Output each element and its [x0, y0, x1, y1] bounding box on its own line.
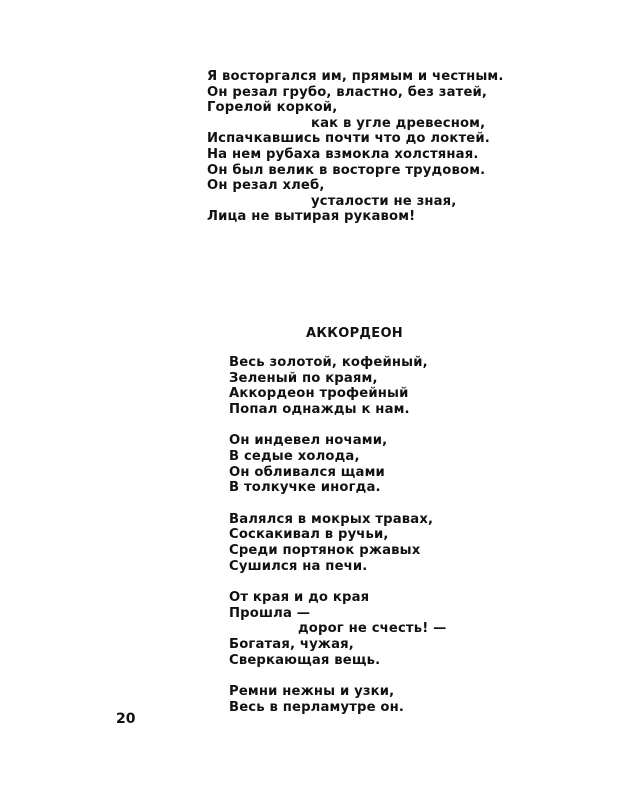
poem-line: Он был велик в восторге трудовом.: [207, 162, 486, 178]
poem-line: Зеленый по краям,: [229, 370, 378, 386]
poem-line: Весь золотой, кофейный,: [229, 355, 428, 370]
poem-line: Я восторгался им, прямым и честным.: [207, 69, 504, 84]
stanza: [229, 512, 446, 574]
poem-line-indented: дорог не счесть! —: [298, 621, 447, 637]
poem-line: Горелой коркой,: [207, 100, 338, 116]
poem-line: Сушился на печи.: [229, 558, 368, 574]
stanza: [229, 355, 446, 417]
poem-accordion: [229, 355, 446, 731]
poem-line: Попал однажды к нам.: [229, 401, 410, 417]
poem-line: На нем рубаха взмокла холстяная.: [207, 146, 479, 162]
poem-fragment: [207, 69, 504, 225]
poem-title: АККОРДЕОН: [306, 326, 403, 341]
poem-line: От края и до края: [229, 590, 370, 606]
stanza: [229, 590, 446, 668]
stanza: [229, 433, 446, 495]
poem-line: Среди портянок ржавых: [229, 542, 421, 558]
poem-line: Ремни нежны и узки,: [229, 684, 395, 700]
poem-line: Аккордеон трофейный: [229, 386, 409, 402]
poem-line: Сверкающая вещь.: [229, 652, 381, 668]
poem-line: Испачкавшись почти что до локтей.: [207, 131, 490, 147]
poem-line: Лица не вытирая рукавом!: [207, 209, 416, 225]
poem-line: В толкучке иногда.: [229, 480, 381, 496]
poem-line: Он резал грубо, властно, без затей,: [207, 84, 488, 100]
poem-line: Соскакивал в ручьи,: [229, 527, 389, 543]
page-number: 20: [116, 711, 136, 727]
poem-line: Валялся в мокрых травах,: [229, 511, 434, 527]
poem-line: В седые холода,: [229, 448, 360, 464]
poem-line: Весь в перламутре он.: [229, 699, 405, 715]
poem-line: Он обливался щами: [229, 464, 385, 480]
poem-line: Прошла —: [229, 605, 311, 621]
poem-line: Богатая, чужая,: [229, 636, 354, 652]
poem-line: Он индевел ночами,: [229, 433, 388, 449]
poem-line-indented: как в угле древесном,: [311, 115, 486, 131]
poem-line-indented: усталости не зная,: [311, 193, 457, 209]
stanza: [229, 684, 446, 715]
poem-line: Он резал хлеб,: [207, 178, 325, 194]
